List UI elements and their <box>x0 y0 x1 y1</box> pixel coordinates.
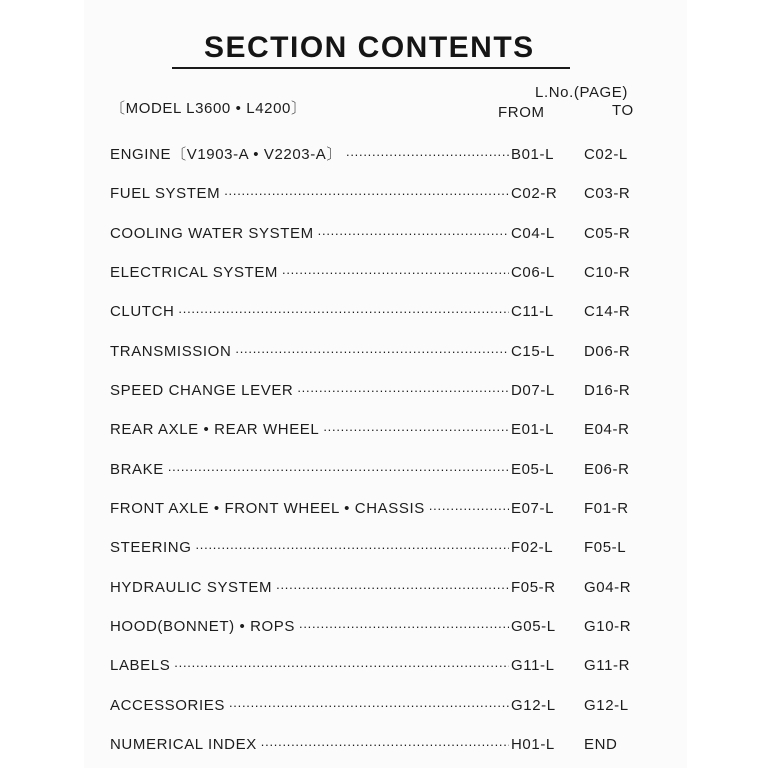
from-page: E07-L <box>511 499 555 517</box>
contents-row <box>110 224 650 263</box>
title-underline <box>172 67 570 69</box>
contents-list <box>110 145 650 768</box>
contents-row <box>110 145 650 184</box>
section-name: CLUTCH ····· <box>110 302 510 322</box>
to-page: G10-R <box>584 617 632 635</box>
section-name: ELECTRICAL SYSTEM ····· <box>110 263 510 283</box>
document-page <box>84 0 687 768</box>
from-page: H01-L <box>511 735 555 753</box>
section-name: NUMERICAL INDEX ····· <box>110 735 510 755</box>
column-header-to: TO <box>612 102 634 119</box>
contents-row <box>110 381 650 420</box>
from-page: E05-L <box>511 460 555 478</box>
section-name: BRAKE ····· <box>110 460 510 480</box>
contents-row <box>110 617 650 656</box>
from-page: G12-L <box>511 696 556 714</box>
contents-row <box>110 420 650 459</box>
to-page: C03-R <box>584 185 631 203</box>
to-page: G04-R <box>584 578 632 596</box>
contents-row <box>110 656 650 695</box>
section-name: ENGINE〔V1903-A • V2203-A〕 ····· <box>110 145 510 165</box>
to-page: D16-R <box>584 381 631 399</box>
section-name: FRONT AXLE • FRONT WHEEL • CHASSIS ····· <box>110 499 510 519</box>
to-page: C14-R <box>584 303 631 321</box>
from-page: C11-L <box>511 303 554 321</box>
contents-row <box>110 578 650 617</box>
from-page: G11-L <box>511 657 555 675</box>
to-page: F01-R <box>584 499 629 517</box>
from-page: C04-L <box>511 224 555 242</box>
section-name: TRANSMISSION ····· <box>110 342 510 362</box>
from-page: F05-R <box>511 578 556 596</box>
section-name: ACCESSORIES ····· <box>110 696 510 716</box>
section-name: HYDRAULIC SYSTEM ····· <box>110 578 510 598</box>
from-page: F02-L <box>511 539 554 557</box>
to-page: E06-R <box>584 460 630 478</box>
model-label: 〔MODEL L3600 • L4200〕 <box>110 100 307 117</box>
to-page: C05-R <box>584 224 631 242</box>
to-page: E04-R <box>584 421 630 439</box>
section-name: COOLING WATER SYSTEM ····· <box>110 224 510 244</box>
column-header-from: FROM <box>498 104 545 121</box>
to-page: F05-L <box>584 539 627 557</box>
contents-row <box>110 342 650 381</box>
section-name: STEERING ····· <box>110 538 510 558</box>
contents-row <box>110 263 650 302</box>
from-page: C02-R <box>511 185 558 203</box>
to-page: C02-L <box>584 146 628 163</box>
column-header-lno: L.No.(PAGE) <box>535 84 629 101</box>
section-name: FUEL SYSTEM ····· <box>110 184 510 204</box>
from-page: G05-L <box>511 617 556 635</box>
to-page: END <box>584 735 618 753</box>
to-page: C10-R <box>584 263 631 281</box>
contents-row <box>110 499 650 538</box>
to-page: D06-R <box>584 342 631 360</box>
from-page: B01-L <box>511 146 555 163</box>
section-name: HOOD(BONNET) • ROPS ····· <box>110 617 510 637</box>
to-page: G12-L <box>584 696 629 714</box>
section-name: REAR AXLE • REAR WHEEL ····· <box>110 420 510 440</box>
contents-row <box>110 696 650 735</box>
section-name: LABELS ····· <box>110 656 510 676</box>
from-page: D07-L <box>511 381 555 399</box>
from-page: C06-L <box>511 263 555 281</box>
contents-row <box>110 302 650 341</box>
contents-row <box>110 538 650 577</box>
from-page: E01-L <box>511 421 555 439</box>
page-title: SECTION CONTENTS <box>204 31 535 64</box>
to-page: G11-R <box>584 657 631 675</box>
contents-row <box>110 460 650 499</box>
from-page: C15-L <box>511 342 555 360</box>
section-name: SPEED CHANGE LEVER ····· <box>110 381 510 401</box>
contents-row <box>110 735 650 768</box>
contents-row <box>110 184 650 223</box>
